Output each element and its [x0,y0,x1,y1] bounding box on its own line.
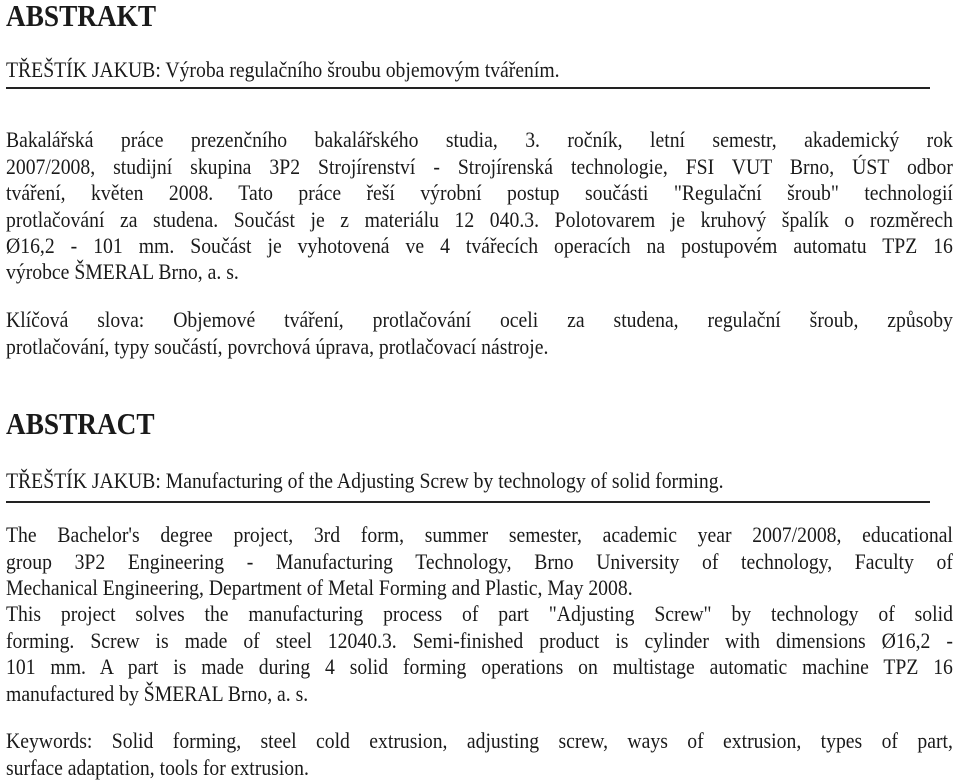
cz-paragraph-line: výrobce ŠMERAL Brno, a. s. [6,259,239,284]
abstrakt-heading: ABSTRAKT [6,0,157,33]
cz-title: TŘEŠTÍK JAKUB: Výroba regulačního šroubu objemovým tvářením. [6,57,560,82]
cz-paragraph-line: Bakalářská práce prezenčního bakalářského studia, 3. ročník, letní semestr, akademický rok [6,127,953,152]
en-paragraph-line: Mechanical Engineering, Department of Metal Forming and Plastic, May 2008. [6,575,633,600]
abstract-heading: ABSTRACT [6,406,155,441]
en-title: TŘEŠTÍK JAKUB: Manufacturing of the Adjusting Screw by technology of solid forming. [6,468,724,493]
en-paragraph-line: manufactured by ŠMERAL Brno, a. s. [6,681,309,706]
cz-keywords-line: Klíčová slova: Objemové tváření, protlačování oceli za studena, regulační šroub, způsoby [6,307,953,332]
cz-paragraph-line: tváření, květen 2008. Tato práce řeší výrobní postup součásti "Regulační šroub" technologií [6,180,953,205]
en-paragraph-line: The Bachelor's degree project, 3rd form, summer semester, academic year 2007/2008, educational [6,522,953,547]
en-paragraph-line: group 3P2 Engineering - Manufacturing Technology, Brno University of technology, Faculty of [6,549,953,574]
en-title-rule [6,501,930,503]
en-paragraph-line: forming. Screw is made of steel 12040.3. Semi-finished product is cylinder with dimensions Ø16,2 - [6,628,953,653]
cz-title-rule [6,87,930,89]
cz-paragraph-line: Ø16,2 - 101 mm. Součást je vyhotovená ve 4 tvářecích operacích na postupovém automatu TPZ 16 [6,233,953,258]
cz-paragraph-line: protlačování za studena. Součást je z materiálu 12 040.3. Polotovarem je kruhový špalík o rozměrech [6,207,953,232]
en-keywords-line: surface adaptation, tools for extrusion. [6,755,309,780]
cz-keywords-line: protlačování, typy součástí, povrchová úprava, protlačovací nástroje. [6,334,549,359]
en-paragraph-line: 101 mm. A part is made during 4 solid forming operations on multistage automatic machine TPZ 16 [6,654,953,679]
en-paragraph-line: This project solves the manufacturing process of part "Adjusting Screw" by technology of solid [6,601,953,626]
cz-paragraph-line: 2007/2008, studijní skupina 3P2 Strojírenství - Strojírenská technologie, FSI VUT Brno, ÚST odbor [6,154,953,179]
en-keywords-line: Keywords: Solid forming, steel cold extrusion, adjusting screw, ways of extrusion, types of part, [6,728,953,753]
